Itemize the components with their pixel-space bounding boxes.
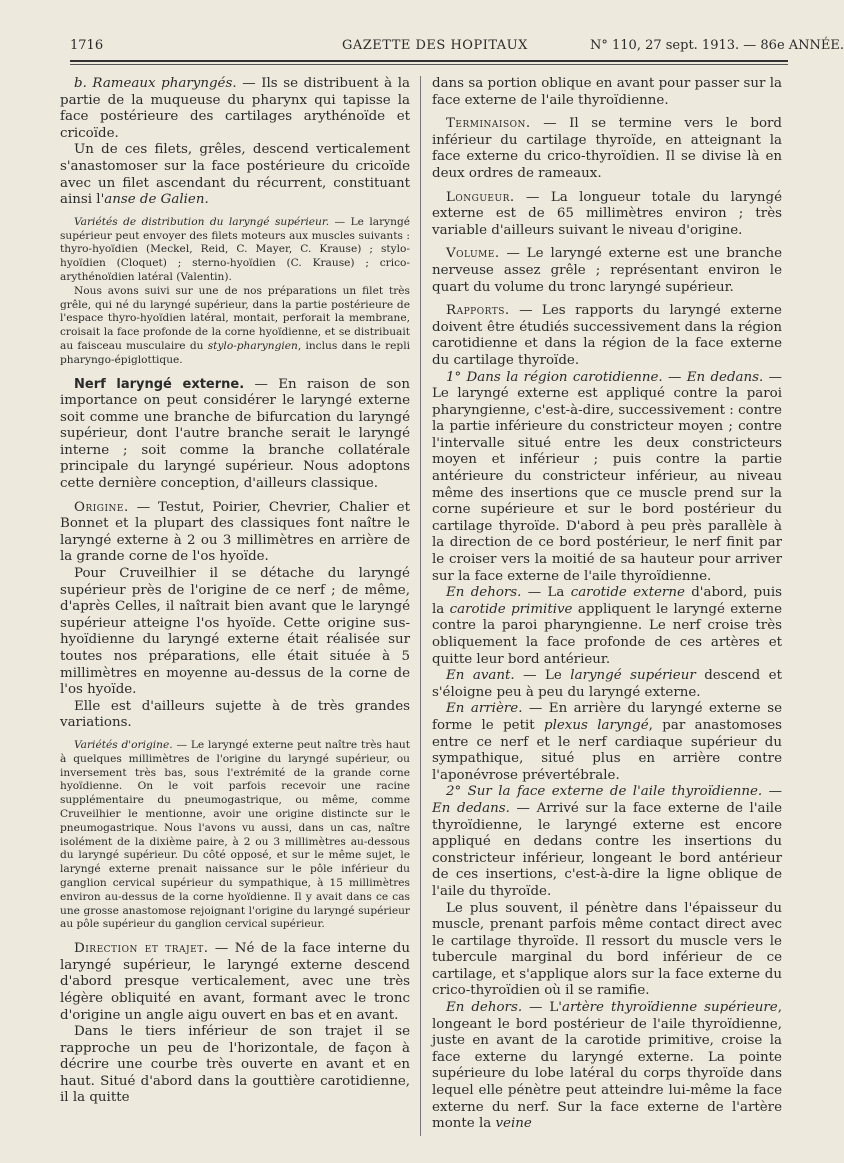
small-print-varietes-distribution: Variétés de distribution du laryngé supérieur. — Le laryngé supérieur peut envoyer des filets moteurs aux muscles suivants : thyro-hyoïdien (Meckel, Reid, C. Mayer, C. Krause) ; stylo-hyoïdien (Cloquet) ; sterno-hyoïdien (C. Krause) ; crico-arythénoïdien latéral (Valentin). bbox=[60, 215, 410, 283]
paragraph-variations: Elle est d'ailleurs sujette à de très grandes variations. bbox=[60, 698, 410, 731]
column-divider bbox=[420, 76, 421, 1136]
paragraph-en-arriere: En arrière. — En arrière du laryngé externe se forme le petit plexus laryngé, par anastomoses entre ce nerf et le nerf cardiaque supérieur du sympathique, situé plus en arrière contre l'aponévrose prévertébrale. bbox=[432, 701, 782, 783]
section-heading: Nerf laryngé externe. bbox=[74, 376, 245, 392]
right-column bbox=[432, 76, 782, 1133]
header-rule-thin bbox=[70, 64, 788, 65]
journal-title: GAZETTE DES HOPITAUX bbox=[342, 38, 528, 53]
paragraph-en-avant: En avant. — Le laryngé supérieur descend et s'éloigne peu à peu du laryngé externe. bbox=[432, 668, 782, 700]
issue-info: N° 110, 27 sept. 1913. — 86e ANNÉE. bbox=[590, 38, 844, 53]
paragraph-face-externe-aile: 2° Sur la face externe de l'aile thyroïdienne. — En dedans. — Arrivé sur la face externe de l'aile thyroïdienne, le laryngé externe est encore appliqué en dedans contre les insertions du constricteur inférieur, longeant le bord antérieur de ces insertions, c'est-à-dire la ligne oblique de l'aile du thyroïde. bbox=[432, 784, 782, 899]
paragraph-tiers-inferieur: Dans le tiers inférieur de son trajet il se rapproche un peu de l'horizontale, de façon à décrire une courbe très ouverte en avant et en haut. Situé d'abord dans la gouttière carotidienne, il la quitte bbox=[60, 1024, 410, 1106]
paragraph-longueur: Longueur. — La longueur totale du laryngé externe est de 65 millimètres environ ; très variable d'ailleurs suivant le niveau d'origine. bbox=[432, 189, 782, 238]
paragraph-en-dehors-1: En dehors. — La carotide externe d'abord, puis la carotide primitive appliquent le laryngé externe contre la paroi pharyngienne. Le nerf croise très obliquement la face profonde de ces artères et quitte leur bord antérieur. bbox=[432, 585, 782, 667]
small-print-preparations: Nous avons suivi sur une de nos préparations un filet très grêle, qui né du laryngé supérieur, dans la partie postérieure de l'espace thyro-hyoïdien latéral, montait, perforait la membrane, croisait la face profonde de la corne hyoïdienne, et se distribuait au faisceau musculaire du stylo-pharyngien, inclus dans le repli pharyngo-épiglottique. bbox=[60, 284, 410, 366]
left-column bbox=[60, 76, 410, 1107]
paragraph-region-carotidienne: 1° Dans la région carotidienne. — En dedans. — Le laryngé externe est appliqué contre la paroi pharyngienne, c'est-à-dire, successivement : contre la partie inférieure du constricteur moyen ; contre l'intervalle situé entre les deux constricteurs moyen et inférieur ; puis contre la partie antérieure du constricteur inférieur, au niveau même des insertions que ce muscle prend sur la corne supérieure et sur le bord postérieur du cartilage thyroïde. D'abord à peu près parallèle à la direction de ce bord postérieur, le nerf finit par le croiser vers la moitié de sa hauteur pour arriver sur la face externe de l'aile thyroïdienne. bbox=[432, 369, 782, 584]
paragraph-portion-oblique: dans sa portion oblique en avant pour passer sur la face externe de l'aile thyroïdienne. bbox=[432, 76, 782, 108]
paragraph-terminaison: Terminaison. — Il se termine vers le bord inférieur du cartilage thyroïde, en atteignant la face externe du crico-thyroïdien. Il se divise là en deux ordres de rameaux. bbox=[432, 116, 782, 181]
paragraph-direction-trajet: Direction et trajet. — Né de la face interne du laryngé supérieur, le laryngé externe descend d'abord presque verticalement, avec une très légère obliquité en avant, formant avec le tronc d'origine un angle aigu ouvert en bas et en avant. bbox=[60, 941, 410, 1023]
running-header bbox=[70, 38, 844, 58]
paragraph-origine: Origine. — Testut, Poirier, Chevrier, Chalier et Bonnet et la plupart des classiques font naître le laryngé externe à 2 ou 3 millimètres en arrière de la grande corne de l'os hyoïde. bbox=[60, 499, 410, 565]
paragraph-rapports: Rapports. — Les rapports du laryngé externe doivent être étudiés successivement dans la région carotidienne et dans la région de la face externe du cartilage thyroïde. bbox=[432, 303, 782, 368]
paragraph-en-dehors-2: En dehors. — L'artère thyroïdienne supérieure, longeant le bord postérieur de l'aile thyroïdienne, juste en avant de la carotide primitive, croise la face externe du laryngé externe. La pointe supérieure du lobe latéral du corps thyroïde dans lequel elle pénètre peut atteindre lui-même la face externe du nerf. Sur la face externe de l'artère monte la veine bbox=[432, 1000, 782, 1132]
paragraph-cruveilhier: Pour Cruveilhier il se détache du laryngé supérieur près de l'origine de ce nerf ; de même, d'après Celles, il naîtrait bien avant que le laryngé supérieur atteigne l'os hyoïde. Cette origine sus-hyoïdienne du laryngé externe était réalisée sur toutes nos préparations, elle était située à 5 millimètres en moyenne au-dessus de la corne de l'os hyoïde. bbox=[60, 566, 410, 698]
header-rule bbox=[70, 60, 788, 62]
page-number: 1716 bbox=[70, 38, 104, 53]
paragraph-rameaux-pharynges: b. Rameaux pharyngés. — Ils se distribuent à la partie de la muqueuse du pharynx qui tapisse la face postérieure des cartilages arythénoïde et cricoïde. bbox=[60, 76, 411, 141]
paragraph-anse-galien: Un de ces filets, grêles, descend verticalement s'anastomoser sur la face postérieure du cricoïde avec un filet ascendant du récurrent, constituant ainsi l'anse de Galien. bbox=[60, 142, 410, 208]
paragraph-nerf-laryngé-externe: Nerf laryngé externe. — En raison de son importance on peut considérer le laryngé externe soit comme une branche de bifurcation du laryngé supérieur, dont l'autre branche serait le laryngé interne ; soit comme la branche collatérale principale du laryngé supérieur. Nous adoptons cette dernière conception, d'ailleurs classique. bbox=[60, 376, 410, 492]
small-print-varietes-origine: Variétés d'origine. — Le laryngé externe peut naître très haut à quelques millimètres de l'origine du laryngé supérieur, ou inversement très bas, sous l'extrémité de la grande corne hyoïdienne. On le voit parfois recevoir une racine supplémentaire du pneumogastrique, ou même, comme Cruveilhier le mentionne, avoir une origine distincte sur le pneumogastrique. Nous l'avons vu aussi, dans un cas, naître isolément de la dixième paire, à 2 ou 3 millimètres au-dessous du laryngé supérieur. Du côté opposé, et sur le même sujet, le laryngé externe prenait naissance sur le pôle inférieur du ganglion cervical supérieur du sympathique, à 15 millimètres environ au-dessus de la corne hyoïdienne. Il y avait dans ce cas une grosse anastomose rejoignant l'origine du laryngé supérieur au pôle supérieur du ganglion cervical supérieur. bbox=[60, 738, 410, 931]
paragraph-volume: Volume. — Le laryngé externe est une branche nerveuse assez grêle ; représentant environ le quart du volume du tronc laryngé supérieur. bbox=[432, 246, 782, 295]
paragraph-plus-souvent: Le plus souvent, il pénètre dans l'épaisseur du muscle, prenant parfois même contact direct avec le cartilage thyroïde. Il ressort du muscle vers le tubercule marginal du bord inférieur de ce cartilage, et s'applique alors sur la face externe du crico-thyroïdien où il se ramifie. bbox=[432, 900, 782, 999]
